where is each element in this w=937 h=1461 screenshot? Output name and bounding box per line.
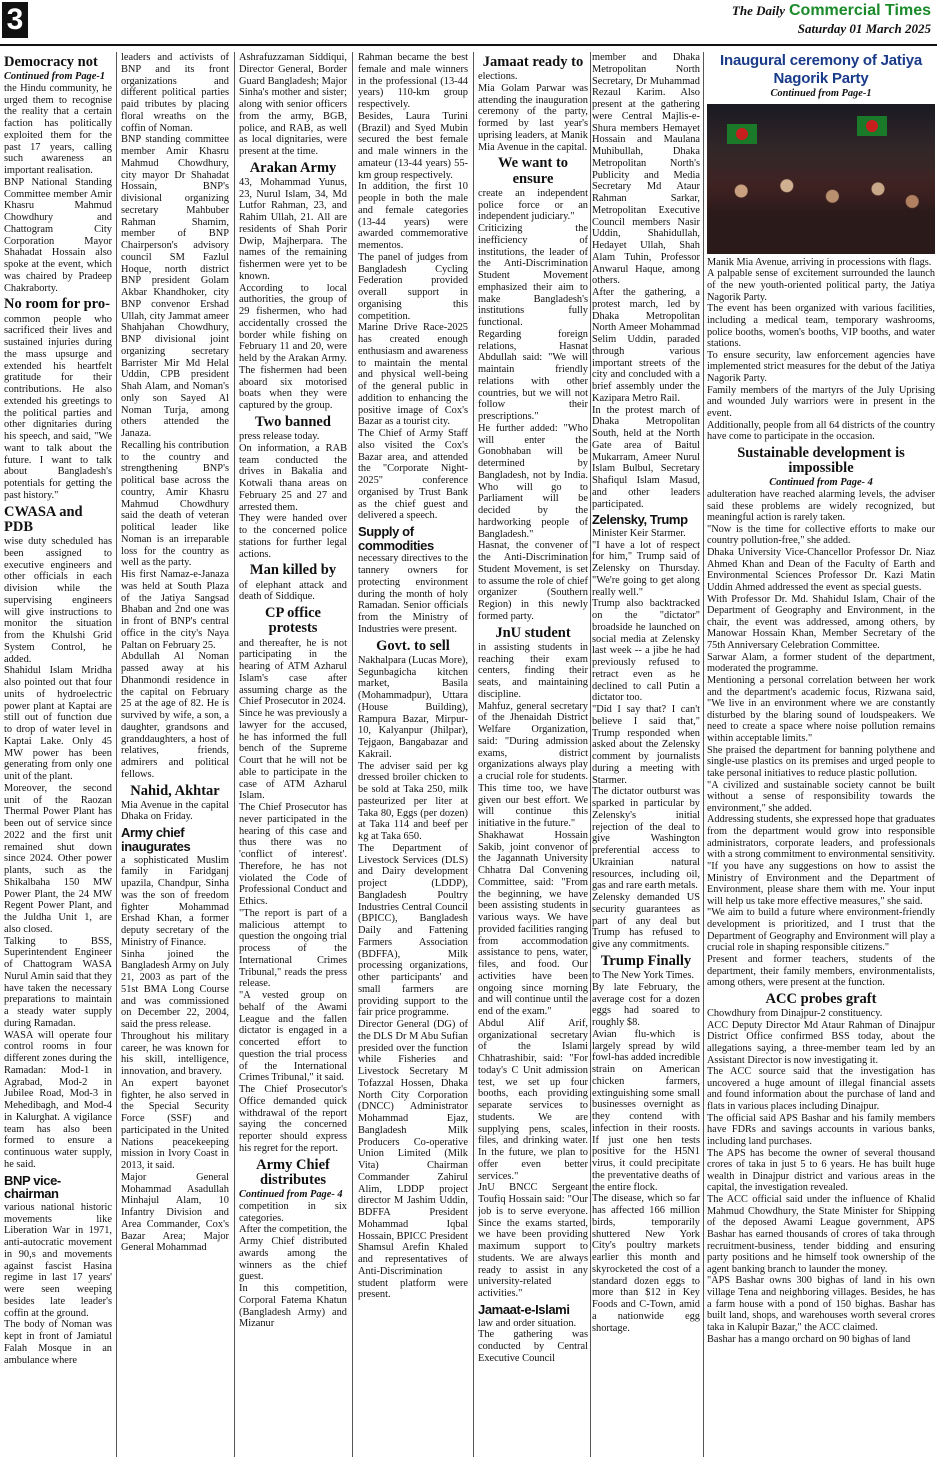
paragraph: Manik Mia Avenue, arriving in processions with flags. bbox=[707, 256, 932, 268]
paragraph: The ACC source said that the investigation has uncovered a huge amount of illegal financial assets and found information about the purchase of land and flats in various places including Dinajpur. bbox=[707, 1066, 935, 1113]
paragraph: The body of Noman was kept in front of Jamiatul Falah Mosque in an ambulance where bbox=[4, 1319, 112, 1366]
paragraph: "If you have any suggestions on how to assist the Ministry of Environment and the Department of Environment, please share them with me. Your input will help us take more effective measures," she said. bbox=[707, 860, 935, 907]
masthead-rule bbox=[0, 44, 937, 46]
column-7 bbox=[707, 52, 935, 1452]
headline-inaugural-ceremony: Inaugural ceremony of Jatiya Nagorik Party bbox=[720, 52, 922, 87]
paragraph: Sarwar Alam, a former student of the department, moderated the programme. bbox=[707, 651, 935, 675]
headline-supply-of-commodities: Supply of commodities bbox=[358, 524, 434, 553]
paragraph: Mentioning a personal correlation between her work and the department's academic focus, Rizwana said, "We live in an environment where we are constantly disturbed by the blaring sound of loudspeakers. We need to create a space where noise pollution remains within acceptable limits." bbox=[707, 674, 935, 745]
paragraph: Hasnat, the convener of the Anti-Discrimination Student Movement, is set to assume the role of chief organizer (Southern Region) in this newly formed party. bbox=[478, 540, 588, 622]
paragraph: The Chief Prosecutor has never participated in the hearing of this case and thus there was no 'conflict of interest'. Therefore, he has not violated the Code of Professional Conduct and Ethics. bbox=[239, 802, 347, 908]
paragraph: BNP standing committee member Amir Khasru Mahmud Chowdhury, city mayor Dr Shahadat Hossain, BNP's divisional organizing secretary Mahbuber Rahman Shamim, member of BNP Chairperson's advisory council SM Fazlul Hoque, north district BNP president Golam Akbar Khandhoker, city BNP convenor Ershad Ullah, city Jammat ameer Shahjahan Chowdhury, BNP divisional joint organizing secretary Barrister Mir Md Helal Uddin, CPB president Shah Alam, and Noman's only son Sayed Al Noman Turja, among others attended the Janaza. bbox=[121, 134, 229, 439]
paragraph: Since he was previously a lawyer for the accused, he has informed the full bench of the Supreme Court that he will not be able to participate in the case of ATM Azharul Islam. bbox=[239, 708, 347, 802]
paragraph: He further added: "Who will enter the Gonobhaban will be determined by Bangladesh, not by India. Who will go to Parliament will be decided by the hardworking people of Bangladesh." bbox=[478, 422, 588, 540]
paragraph: Ashrafuzzaman Siddiqui, Director General, Border Guard Bangladesh; Major Sinha's mother and sister; along with senior officers from the army, BGB, police, and RAB, as well as local dignitaries, were present at the time. bbox=[239, 52, 347, 157]
column-4 bbox=[358, 52, 468, 1452]
crowd-image bbox=[707, 149, 935, 254]
paragraph: To ensure security, law enforcement agencies have implemented strict measures for the debut of the Jatiya Nagorik Party. bbox=[707, 349, 935, 384]
paragraph: Abdullah Al Noman passed away at his Dhanmondi residence in the capital on February 25 at the age of 82. He is survived by wife, a son, a daughter, grandsons and granddaughters, a host of relatives, friends, admirers and political fellows. bbox=[121, 651, 229, 780]
paragraph: wise duty scheduled has been assigned to executive engineers and other officials in each division while the supervising engineers will give instructions to monitor the situation from the Khulshi Grid System Control, he added. bbox=[4, 536, 112, 665]
paragraph: 43, Mohammad Yunus, 23, Nurul Islam, 34, Md Lutfor Rahman, 23, and Rahim Ullah, 21. All are residents of Shah Porir Dwip, Majherpara. The names of the remaining fishermen were yet to be known. bbox=[239, 176, 347, 282]
column-1 bbox=[4, 52, 112, 1452]
paragraph: press release today. bbox=[239, 431, 320, 443]
paragraph: A palpable sense of excitement surrounded the launch of the new youth-oriented political party, the Jatiya Nagorik Party. bbox=[707, 268, 935, 303]
paragraph: common people who sacrificed their lives and sustained injuries during the mass upsurge and extended his heartfelt gratitude for their contributions. He also extended his greetings to the political parties and other dignitaries during his speech, and said, "We want to talk about the future. I want to talk about Bangladesh's potentials for getting the past history." bbox=[4, 313, 112, 501]
paragraph: The panel of judges from Bangladesh Cycling Federation provided overall support in organising this competition. bbox=[358, 251, 468, 322]
paragraph: Family members of the martyrs of the July Uprising and wounded July warriors were in present in the event. bbox=[707, 384, 935, 419]
headline-army-chief-inaugurates: Army chief inaugurates bbox=[121, 825, 191, 854]
paragraph: Mia Golam Parwar was attending the inauguration ceremony of the party, formed by last year's uprising leaders, at Manik Mia Avenue in the capital. bbox=[478, 82, 588, 153]
paragraph: law and order situation. bbox=[478, 1317, 577, 1329]
column-5 bbox=[478, 52, 588, 1452]
paragraph: With Professor Dr. Md. Shahidul Islam, Chair of the Department of Geography and Environment, in the chair, the event was addressed, among others, by Manowar Hossain Khan, Member Secretary of the 75th Anniversary Celebration Committee. bbox=[707, 593, 935, 652]
paragraph: Mia Avenue in the capital Dhaka on Friday. bbox=[121, 799, 229, 823]
headline-cp-office-protests: CP office protests bbox=[265, 605, 321, 637]
continued-from: Continued from Page- 4 bbox=[239, 1189, 343, 1201]
column-divider bbox=[234, 52, 235, 1457]
paragraph: Bashar has a mango orchard on 90 bighas of land bbox=[707, 1333, 911, 1345]
paragraph: Mahfuz, general secretary of the Jhenaidah District Welfare Organization, said: "During admission exams, district organizations always play a crucial role for students. This time too, we have given our best effort. We will continue this initiative in the future." bbox=[478, 700, 588, 830]
paragraph: After the gathering, a protest march, led by Dhaka Metropolitan North Ameer Mohammad Selim Uddin, paraded through various important streets of the city and concluded with a brief assembly under the Kazipara Metro Rail. bbox=[592, 287, 700, 404]
headline-man-killed: Man killed by bbox=[249, 562, 337, 579]
paragraph: After the competition, the Army Chief distributed awards among the winners as the chief guest. bbox=[239, 1224, 347, 1283]
paragraph: Minister Keir Starmer. bbox=[592, 527, 686, 539]
headline-we-want-to-ensure: We want to ensure bbox=[497, 155, 569, 187]
paragraph: to The New York Times. bbox=[592, 970, 695, 982]
headline-jamaat-e-islami: Jamaat-e-Islami bbox=[478, 1301, 570, 1317]
paragraph: WASA will operate four control rooms in four different zones during the Ramadan: Mod-1 in Agrabad, Mod-2 in Jubilee Road, Mod-3 in Mehedibagh, and Mod-4 in Kalurghat. A vigilance team has also been formed to ensure a continuous water supply, he said. bbox=[4, 1029, 112, 1170]
headline-cwasa-pdb: CWASA and PDB bbox=[4, 503, 83, 535]
paragraph: various national historic movements like Liberation War in 1971, anti-autocratic movement in 90,s and movements against fascist Hasina regime in last 17 years' were seen weeping besides late leader's coffin at the ground. bbox=[4, 1201, 112, 1319]
paragraph: The ACC official said under the influence of Khalid Mahmud Chowdhury, the State Minister for Shipping of the deposed Awami League government, APS Bashar has earned thousands of crores of taka through recruitment-business, tender bidding and ensuring party positions and he himself took ownership of the agent banking branch to launder the money. bbox=[707, 1194, 935, 1275]
paragraph: BNP National Standing Committee member Amir Khasru Mahmud Chowdhury and Chattogram City Corporation Mayor Shahadat Hossain also spoke at the event, which was chaired by Pradeep Chakraborty. bbox=[4, 176, 112, 294]
paragraph: She praised the department for banning polythene and single-use plastics on its premises and urged people to take personal initiatives to reduce plastic pollution. bbox=[707, 744, 935, 779]
paragraph: Talking to BSS, Superintendent Engineer of Chattogram WASA Nurul Amin said that they have taken the necessary preparations to maintain a steady water supply during Ramadan. bbox=[4, 935, 112, 1029]
paragraph: "The report is part of a malicious attempt to question the ongoing trial process of the International Crimes Tribunal," reads the press release. bbox=[239, 907, 347, 990]
continued-from: Continued from Page-1 bbox=[4, 71, 106, 83]
paragraph: In this competition, Corporal Fatema Khatun (Bangladesh Army) and Mizanur bbox=[239, 1283, 347, 1330]
paragraph: a sophisticated Muslim family in Faridganj upazila, Chandpur, Sinha was the son of freedom fighter Mohammad Ershad Khan, a former deputy secretary of the Ministry of Finance. bbox=[121, 854, 229, 948]
flag-icon bbox=[857, 116, 887, 136]
paragraph: According to local authorities, the group of 29 fishermen, who had accidentally crossed the border while fishing on February 11 and 20, were held by the Arakan Army. The fishermen had been aboard six motorised boats when they were captured by the group. bbox=[239, 282, 347, 412]
paragraph: Besides, Laura Turini (Brazil) and Syed Mubin secured the best female and male winners in the amateur (13-44 years) 55-km group respectively. bbox=[358, 110, 468, 181]
paragraph: The official said APS Bashar and his family members have FDRs and savings accounts in various banks, including land purchases. bbox=[707, 1112, 935, 1147]
paragraph: In addition, the first 10 people in both the male and female categories (13-44 years) were awarded commemorative mementos. bbox=[358, 181, 468, 251]
paragraph: Zelensky demanded US security guarantees as part of any deal but Trump has refused to give any commitments. bbox=[592, 892, 700, 951]
headline-zelensky-trump: Zelensky, Trump bbox=[592, 512, 688, 528]
paragraph: in assisting students in reaching their exam centers, finding their seats, and maintaining discipline. bbox=[478, 641, 588, 700]
paragraph: On information, a RAB team conducted the drives in Bakalia and Kotwali thana areas on February 25 and 27 and arrested them. bbox=[239, 442, 347, 513]
newspaper-name-prefix: The Daily bbox=[731, 3, 785, 18]
paragraph: The adviser said per kg dressed broiler chicken to be sold at Taka 250, milk pasteurized per liter at Taka 80, Eggs (per dozen) at Taka 114 and beef per kg at Taka 650. bbox=[358, 760, 468, 842]
headline-jamaat-ready: Jamaat ready to bbox=[482, 54, 584, 70]
headline-arakan-army: Arakan Army bbox=[249, 159, 337, 176]
headline-two-banned: Two banned bbox=[255, 413, 331, 430]
paragraph: Shahidul Islam Mridha also pointed out that four units of hydroelectric power plant at Kaptai are still out of function due to drop of water level in Kaptai Lake. Only 45 MW power has been generating from only one unit of the plant. bbox=[4, 665, 112, 783]
paragraph: Dhaka University Vice-Chancellor Professor Dr. Niaz Ahmed Khan and Dean of the Faculty of Earth and Environmental Sciences Professor Dr. Kazi Matin Uddin Ahmed addressed the event as special guests. bbox=[707, 547, 935, 593]
paragraph: Chowdhury from Dinajpur-2 constituency. bbox=[707, 1008, 883, 1020]
paragraph: The APS has become the owner of several thousand crores of taka in just 5 to 6 years. He has built huge wealth in Dinajpur district and various areas in the capital, the investigation revealed. bbox=[707, 1147, 935, 1194]
paragraph: necessary directives to the tannery owners for protecting environment during the month of holy Ramadan. Senior officials from the Ministry of Industries were present. bbox=[358, 553, 468, 635]
column-2 bbox=[121, 52, 229, 1452]
headline-jnu-student: JnU student bbox=[495, 624, 571, 641]
paragraph: By late February, the average cost for a dozen eggs had soared to roughly $8. bbox=[592, 981, 700, 1029]
paragraph: An expert bayonet fighter, he also served in the Special Security Force (SSF) and participated in the United Nations peacekeeping mission in Ivory Coast in 2013, it said. bbox=[121, 1077, 229, 1171]
paragraph: "I have a lot of respect for him," Trump said of Zelensky on Thursday. "We're going to get along really well." bbox=[592, 539, 700, 598]
paragraph: elections. bbox=[478, 71, 518, 83]
paragraph: The disease, which so far has affected 166 million birds, temporarily shuttered New York City's poultry markets earlier this month and skyrocketed the cost of a standard dozen eggs to more than $12 in Key Foods and C-Town, amid a nationwide egg shortage. bbox=[592, 1193, 700, 1334]
paragraph: Shakhawat Hossain Sakib, joint convenor of the Jagannath University Chhatra Dal Convening Committee, said: "From the beginning, we have been assisting students in various ways. We have provided facilities ranging from accommodation assistance to pens, water, files, and food. Our activities have been ongoing since morning and will continue until the end of the exam." bbox=[478, 829, 588, 1018]
continued-from: Continued from Page-1 bbox=[770, 88, 872, 99]
headline-acc-probes-graft: ACC probes graft bbox=[765, 990, 877, 1007]
paragraph: Criticizing the inefficiency of institutions, the leader of the Anti-Discrimination Student Movement emphasized their aim to make Bangladesh's institutions fully functional. bbox=[478, 223, 588, 329]
paragraph: "APS Bashar owns 300 bighas of land in his own village Tena and neighboring villages. Besides, he has a farm house with a pond of 150 bighas. Bashar has built land, shops, and warehouses worth several crores taka in Kalupir Bazar," the ACC claimed. bbox=[707, 1275, 935, 1333]
paragraph: "A vested group on behalf of the Awami League and the fallen dictator is engaged in a concerted effort to question the trial process of the International Crimes Tribunal," it said. bbox=[239, 990, 347, 1084]
column-divider bbox=[703, 52, 704, 1457]
paragraph: Recalling his contribution to the country and strengthening BNP's political base across the country, Amir Khasru Mahmud Chowdhury said the death of veteran political leader like Noman is an irreparable loss for the country as well as the party. bbox=[121, 439, 229, 569]
column-6 bbox=[592, 52, 700, 1452]
paragraph: Abdul Alif Arif, organizational secretary of the Islami Chhatrashibir, said: "For today's C Unit admission test, we set up four booths, each providing separate services to students. We are supplying pens, scales, files, and drinking water. In the future, we plan to offer even better services." bbox=[478, 1017, 588, 1182]
paragraph: the Hindu community, he urged them to recognise the reality that a certain faction has politically exploited them for the past 17 years, calling such awareness an important realisation. bbox=[4, 82, 112, 177]
paragraph: member and Dhaka Metropolitan North Secretary, Dr Muhammad Rezaul Karim. Also present at the gathering were Central Majlis-e-Shura members Hemayet Hossain and Maulana Muhibullah, Dhaka Metropolitan North's Publicity and Media Secretary Md Ataur Rahman Sarkar, Metropolitan Executive Council members Nasir Uddin, Shahidullah, Hedayet Ullah, Shah Alam Tuhin, Professor Anwarul Haque, among others. bbox=[592, 52, 700, 287]
paragraph: "We aim to build a future where environment-friendly development is prioritized, and I trust that the Department of Geography and Environment will play a crucial role in shaping responsible citizens." bbox=[707, 907, 935, 954]
issue-date: Saturday 01 March 2025 bbox=[797, 21, 931, 36]
paragraph: create an independent police force or an independent judiciary." bbox=[478, 187, 588, 223]
paragraph: The event has been organized with various facilities, including a medical team, temporary washrooms, police booths, women's booths, VIP booths, and water stations. bbox=[707, 303, 935, 350]
paragraph: "A civilized and sustainable society cannot be built without a sense of responsibility towards the environment," she added. bbox=[707, 779, 935, 814]
paragraph: Moreover, the second unit of the Raozan Thermal Power Plant has been out of service since 2022 and the first unit remained shut down since 2024. Other power plants, such as the Shikalbaha 150 MW Power Plant, the 24 MW Regent Power Plant, and the Juldha Unit 1, are also closed. bbox=[4, 782, 112, 935]
paragraph: Additionally, people from all 64 districts of the country have come to participate in the occasion. bbox=[707, 419, 935, 443]
event-photo bbox=[707, 104, 935, 254]
column-divider bbox=[473, 52, 474, 1457]
paragraph: Addressing students, she expressed hope that graduates from the department would grow into responsible administrators, corporate leaders, and professionals with a strong commitment to environmental sensitivity. bbox=[707, 814, 935, 861]
paragraph: competition in six categories. bbox=[239, 1200, 347, 1224]
headline-army-chief-distributes: Army Chief distributes bbox=[256, 1156, 330, 1188]
paragraph: adulteration have reached alarming levels, the adviser said these problems are widely recognized, but meaningful action is rarely taken. bbox=[707, 488, 935, 524]
paragraph: JnU BNCC Sergeant Toufiq Hossain said: "Our job is to serve everyone. Since the exams started, we have been providing maximum support to students. We are always ready to assist in any university-related activities." bbox=[478, 1182, 588, 1300]
paragraph: "Did I say that? I can't believe I said that," Trump responded when asked about the Zelensky comment by journalists during a meeting with Starmer. bbox=[592, 704, 700, 786]
paragraph: "Now is the time for collective efforts to make our country pollution-free," she added. bbox=[707, 523, 935, 547]
paragraph: His first Namaz-e-Janaza was held at South Plaza of the Jatiya Sangsad Bhaban and 2nd one was in front of BNP's central office in the city's Naya Paltan on February 25. bbox=[121, 569, 229, 651]
paragraph: The Chief Prosecutor's Office demanded quick withdrawal of the report saying the concerned reporter should express his regret for the report. bbox=[239, 1084, 347, 1154]
paragraph: Regarding foreign relations, Hasnat Abdullah said: "We will maintain friendly relations with other countries, but we will not follow their prescriptions." bbox=[478, 328, 588, 423]
newspaper-name bbox=[732, 2, 931, 20]
paragraph: and thereafter, he is not participating in the hearing of ATM Azharul Islam's case after assuming charge as the Chief Prosecutor in 2024. bbox=[239, 637, 347, 708]
headline-democracy-not: Democracy not bbox=[4, 54, 98, 70]
paragraph: In the protest march of Dhaka Metropolitan South, held at the North Gate area of Baitul Mukarram, Ameer Nurul Islam Bulbul, Secretary Shafiqul Islam Masud, and other leaders participated. bbox=[592, 404, 700, 510]
column-divider bbox=[590, 52, 591, 1457]
paragraph: Present and former teachers, students of the department, their family members, environmentalists, among others, were present at the function. bbox=[707, 953, 935, 989]
newspaper-brand: Commercial Times bbox=[789, 2, 931, 19]
paragraph: The dictator outburst was sparked in particular by Zelensky's initial rejection of the deal to give Washington preferential access to Ukrainian natural resources, including oil, gas and rare earth metals. bbox=[592, 786, 700, 892]
paragraph: They were handed over to the concerned police stations for further legal actions. bbox=[239, 513, 347, 560]
column-divider bbox=[116, 52, 117, 1457]
paragraph: leaders and activists of BNP and its front organizations and different political parties paid tributes by placing floral wreaths on the coffin of Noman. bbox=[121, 52, 229, 134]
masthead-right bbox=[732, 2, 931, 37]
continued-from: Continued from Page- 4 bbox=[769, 477, 873, 489]
paragraph: Nakhalpara (Lucas More), Segunbagicha kitchen market, Basila (Mohammadpur), Uttara (House Building), Rampura Bazar, Mirpur-10, Kalyanpur (Jhilpar), Tejgaon, Bangabazar and Kakrail. bbox=[358, 654, 468, 760]
paragraph: The Chief of Army Staff also visited the Cox's Bazar area, and attended the "Corporate Night-2025" conference organised by Trust Bank as the chief guest and delivered a speech. bbox=[358, 428, 468, 522]
headline-sustainable-development: Sustainable development is impossible bbox=[737, 444, 905, 476]
headline-no-room: No room for pro- bbox=[4, 296, 110, 313]
paragraph: Trump also backtracked on the "dictator" broadside he launched on social media at Zelensky last week -- a jibe he had previously refused to retract even as he declined to call Putin a dictator too. bbox=[592, 598, 700, 704]
paragraph: Avian flu-which is largely spread by wild fowl-has added incredible strain on American chicken farmers, extinguishing some small businesses overnight as they contend with infection in their roosts. If just one hen tests positive for the H5N1 virus, it could precipitate the preventative deaths of the entire flock. bbox=[592, 1028, 700, 1193]
masthead bbox=[0, 0, 937, 44]
headline-bnp-vice-chairman: BNP vice-chairman bbox=[4, 1172, 61, 1202]
paragraph: Director General (DG) of the DLS Dr M Abu Sufian presided over the function while Fisheries and Livestock Secretary M Tofazzal Hossen, Dhaka North City Corporation (DNCC) Administrator Mohammad Ejaz, Bangladesh Milk Producers Co-operative Union Limited (Milk Vita) Chairman Commander Zahirul Alim, LDDP project director M Jashim Uddin, BDFFA President Mohammad Iqbal Hossain, BPICC President Shamsul Arefin Khaled and representatives of Anti-Discrimination student platform were present. bbox=[358, 1019, 468, 1301]
page-number: 3 bbox=[2, 2, 28, 38]
headline-trump-finally: Trump Finally bbox=[600, 952, 692, 969]
paragraph: The gathering was conducted by Central Executive Council bbox=[478, 1329, 588, 1364]
paragraph: Throughout his military career, he was known for his skill, intelligence, innovation, and bravery. bbox=[121, 1030, 229, 1077]
paragraph: Rahman became the best female and male winners in the professional (13-44 years) 110-km group respectively. bbox=[358, 52, 468, 110]
headline-nahid-akhtar: Nahid, Akhtar bbox=[130, 782, 220, 799]
flag-icon bbox=[727, 124, 757, 144]
paragraph: Marine Drive Race-2025 has created enough enthusiasm and awareness to maintain the mental and physical well-being of the general public in addition to enhancing the positive image of Cox's Bazar as a tourist city. bbox=[358, 322, 468, 428]
paragraph: ACC Deputy Director Md Ataur Rahman of Dinajpur District Office confirmed BSS today, about the allegations saying, a three-member team led by an Assistant Director is now investigating it. bbox=[707, 1019, 935, 1066]
paragraph: The Department of Livestock Services (DLS) and Dairy development project (LDDP), Bangladesh Poultry Industries Central Council (BPICC), Bangladesh Daily and Fattening Farmers Association (BDFFA), Milk processing organizations, other participants' and small farmers are providing support to the fair price programme. bbox=[358, 842, 468, 1019]
paragraph: Sinha joined the Bangladesh Army on July 21, 2003 as part of the 51st BMA Long Course and was commissioned on December 22, 2004, said the press release. bbox=[121, 948, 229, 1030]
paragraph: Major General Mohammad Asadullah Minhajul Alam, 10 Infantry Division and Area Commander, Cox's Bazar Area; Major General Mohammad bbox=[121, 1171, 229, 1254]
headline-govt-to-sell: Govt. to sell bbox=[376, 637, 450, 654]
column-divider bbox=[352, 52, 353, 1457]
column-3 bbox=[239, 52, 347, 1452]
paragraph: of elephant attack and death of Siddique. bbox=[239, 579, 347, 603]
